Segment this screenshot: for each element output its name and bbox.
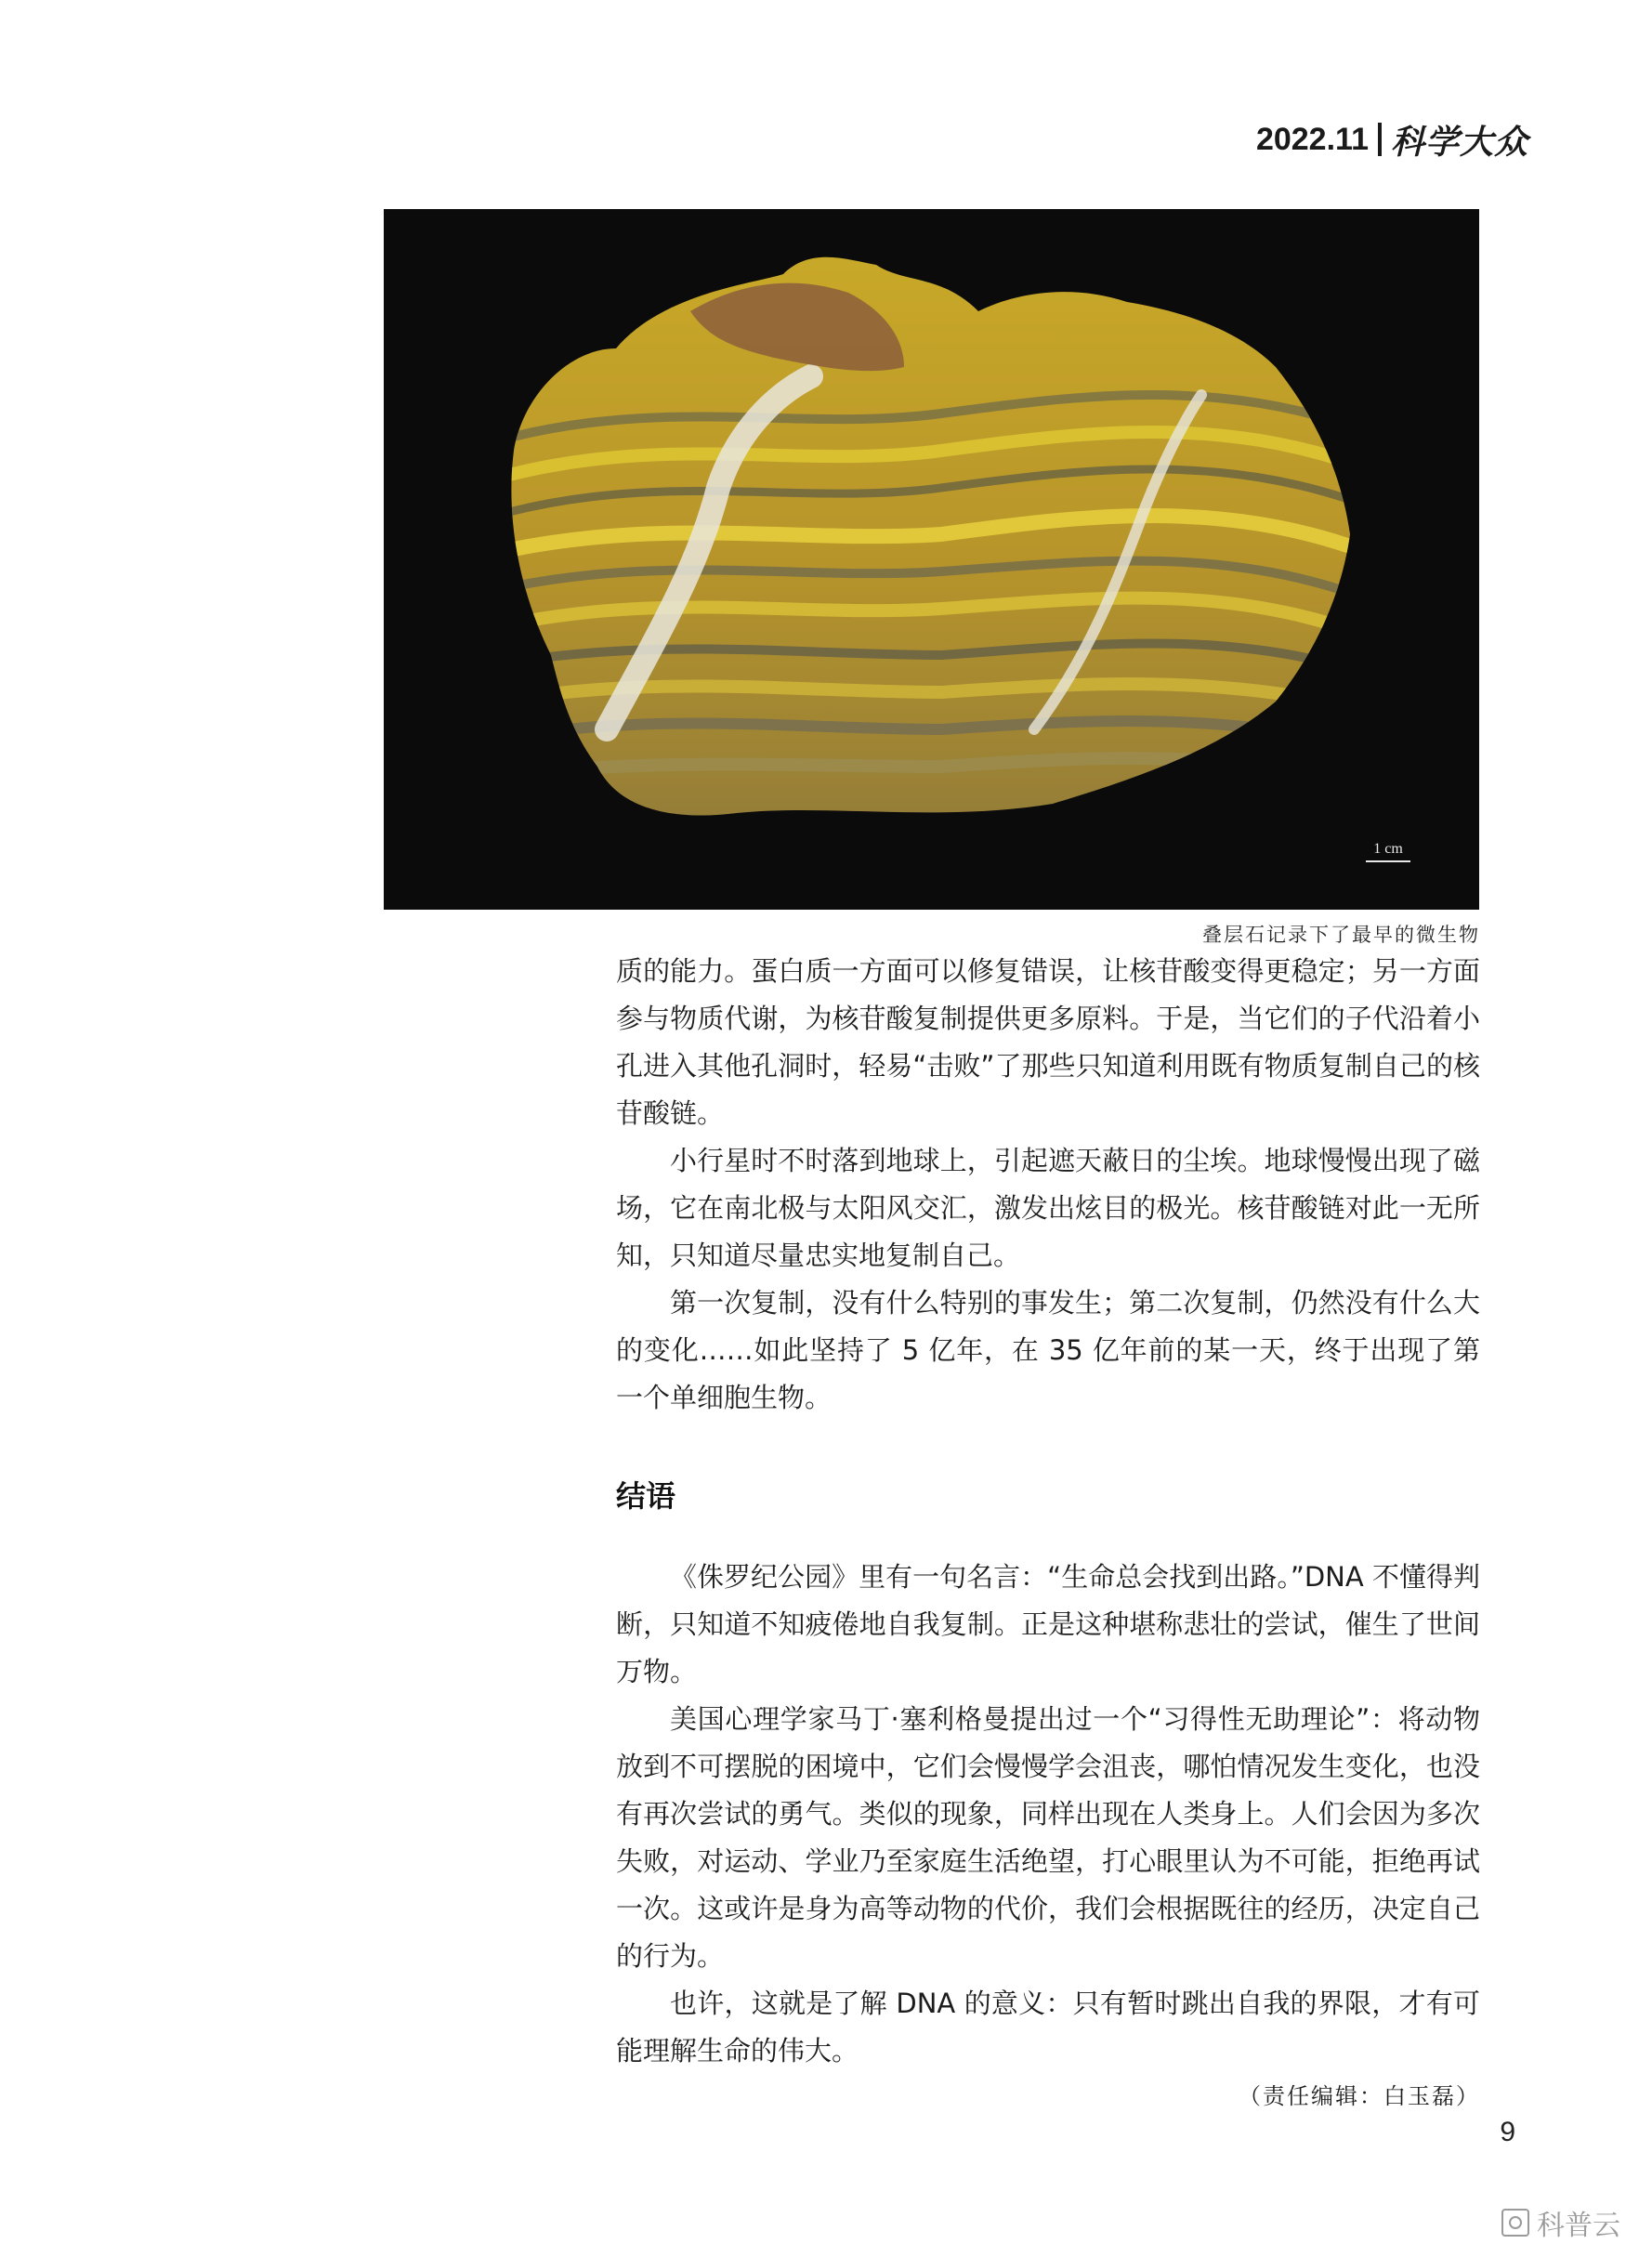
paragraph: 第一次复制，没有什么特别的事发生；第二次复制，仍然没有什么大的变化……如此坚持了 5 亿年，在 35 亿年前的某一天，终于出现了第一个单细胞生物。	[616, 1287, 1480, 1413]
scale-bar	[1366, 860, 1410, 862]
stromatolite-illustration	[384, 209, 1479, 910]
page-header	[1256, 119, 1528, 160]
article-body-top	[616, 948, 1480, 1422]
scale-label: 1 cm	[1373, 841, 1403, 857]
stromatolite-photo	[384, 209, 1479, 910]
watermark	[1501, 2202, 1620, 2243]
paragraph: 《侏罗纪公园》里有一句名言：“生命总会找到出路。”DNA 不懂得判断，只知道不知疲倦地自我复制。正是这种堪称悲壮的尝试，催生了世间万物。	[616, 1561, 1480, 1687]
figure-caption: 叠层石记录下了最早的微生物	[1202, 924, 1480, 946]
watermark-logo-icon	[1501, 2209, 1529, 2237]
paragraph: 也许，这就是了解 DNA 的意义：只有暂时跳出自我的界限，才有可能理解生命的伟大。	[616, 1988, 1480, 2067]
paragraph: 质的能力。蛋白质一方面可以修复错误，让核苷酸变得更稳定；另一方面参与物质代谢，为核苷酸复制提供更多原料。于是，当它们的子代沿着小孔进入其他孔洞时，轻易“击败”了那些只知道利用既有物质复制自己的核苷酸链。	[616, 955, 1480, 1129]
paragraph: 小行星时不时落到地球上，引起遮天蔽日的尘埃。地球慢慢出现了磁场，它在南北极与太阳风交汇，激发出炫目的极光。核苷酸链对此一无所知，只知道尽量忠实地复制自己。	[616, 1145, 1480, 1271]
page-number: 9	[1500, 2117, 1515, 2147]
issue-date: 2022.11	[1255, 121, 1369, 157]
watermark-text: 科普云	[1537, 2210, 1620, 2242]
paragraph: 美国心理学家马丁·塞利格曼提出过一个“习得性无助理论”：将动物放到不可摆脱的困境中，它们会慢慢学会沮丧，哪怕情况发生变化，也没有再次尝试的勇气。类似的现象，同样出现在人类身上。人们会因为多次失败，对运动、学业乃至家庭生活绝望，打心眼里认为不可能，拒绝再试一次。这或许是身为高等动物的代价，我们会根据既往的经历，决定自己的行为。	[616, 1703, 1480, 1972]
article-body-bottom	[616, 1554, 1480, 2120]
header-divider	[1378, 123, 1382, 156]
magazine-logo: 科学大众	[1390, 122, 1528, 162]
section-title: 结语	[616, 1478, 676, 1514]
editor-credit: （责任编辑：白玉磊）	[1239, 2083, 1480, 2109]
